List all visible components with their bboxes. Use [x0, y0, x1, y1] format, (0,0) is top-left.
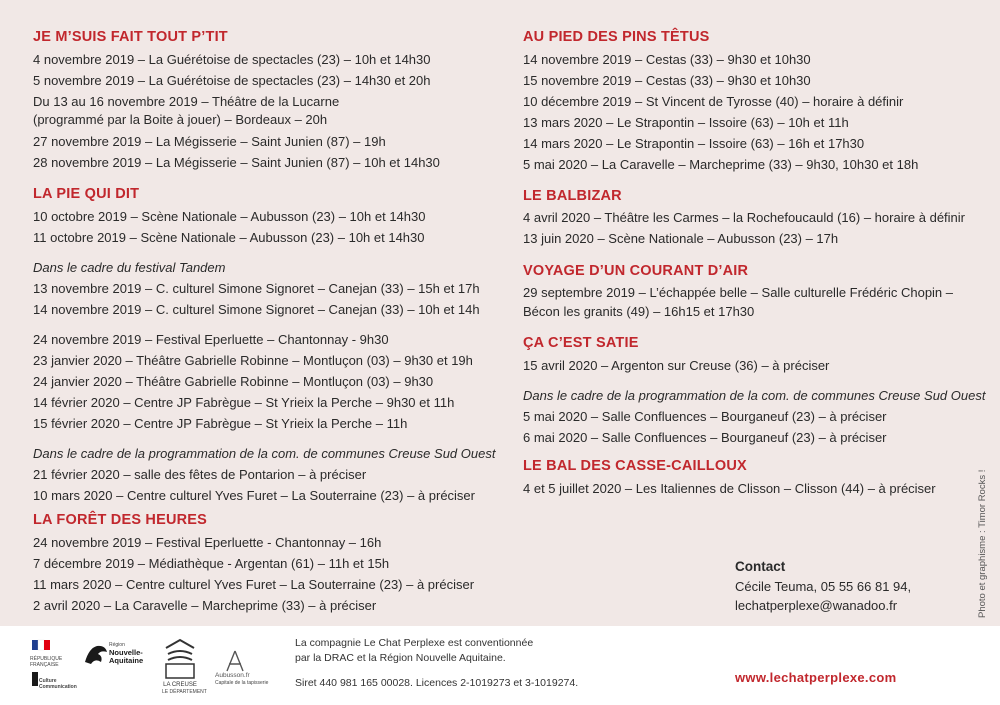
section-la-pie-qui-dit	[33, 184, 496, 506]
date-line: 14 mars 2020 – Le Strapontin – Issoire (63) – 16h et 17h30	[523, 136, 865, 151]
date-line: 4 novembre 2019 – La Guérétoise de spectacles (23) – 10h et 14h30	[33, 52, 431, 67]
date-line: 11 octobre 2019 – Scène Nationale – Aubusson (23) – 10h et 14h30	[33, 230, 425, 245]
section-ca-cest-satie	[523, 333, 986, 448]
date-line: 23 janvier 2020 – Théâtre Gabrielle Robinne – Montluçon (03) – 9h30 et 19h	[33, 353, 473, 368]
date-line: 5 mai 2020 – Salle Confluences – Bourganeuf (23) – à préciser	[523, 409, 887, 424]
section-title: LE BAL DES CASSE-CAILLOUX	[523, 458, 747, 474]
section-au-pied-des-pins-tetus	[523, 27, 973, 175]
date-line: 10 octobre 2019 – Scène Nationale – Aubusson (23) – 10h et 14h30	[33, 209, 426, 224]
date-line: 11 mars 2020 – Centre culturel Yves Furet – La Souterraine (23) – à préciser	[33, 577, 475, 592]
contact-phone: Cécile Teuma, 05 55 66 81 94,	[735, 579, 912, 594]
photo-credit: Photo et graphisme : Timor Rocks !	[977, 469, 988, 618]
date-line: 2 avril 2020 – La Caravelle – Marcheprime (33) – à préciser	[33, 598, 377, 613]
date-line: 13 novembre 2019 – C. culturel Simone Signoret – Canejan (33) – 15h et 17h	[33, 281, 480, 296]
date-line: (programmé par la Boite à jouer) – Bordeaux – 20h	[33, 112, 328, 127]
date-line: 24 janvier 2020 – Théâtre Gabrielle Robinne – Montluçon (03) – 9h30	[33, 374, 434, 389]
creuse-label: LA CREUSE	[163, 682, 197, 688]
section-le-bal-des-casse-cailloux	[523, 456, 973, 499]
footer-siret: Siret 440 981 165 00028. Licences 2-1019273 et 3-1019274.	[295, 677, 579, 689]
contact-email[interactable]: lechatperplexe@wanadoo.fr	[735, 598, 898, 613]
region-small-label: Région	[109, 642, 125, 648]
date-line: 4 avril 2020 – Théâtre les Carmes – la Rochefoucauld (16) – horaire à définir	[523, 210, 965, 225]
creuse-emblem-icon	[162, 638, 198, 682]
website-link[interactable]: www.lechatperplexe.com	[735, 670, 897, 685]
lion-icon	[83, 642, 109, 668]
date-line: 6 mai 2020 – Salle Confluences – Bourganeuf (23) – à préciser	[523, 430, 887, 445]
date-line: 10 mars 2020 – Centre culturel Yves Furet – La Souterraine (23) – à préciser	[33, 488, 475, 503]
date-line: 5 novembre 2019 – La Guérétoise de spectacles (23) – 14h30 et 20h	[33, 73, 431, 88]
date-line: 14 novembre 2019 – C. culturel Simone Signoret – Canejan (33) – 10h et 14h	[33, 302, 480, 317]
creuse-logo	[162, 638, 207, 698]
date-line: 13 juin 2020 – Scène Nationale – Aubusson (23) – 17h	[523, 231, 839, 246]
contact-block	[735, 557, 975, 615]
aubusson-sub-label: Capitale de la tapisserie	[215, 680, 269, 686]
section-title: LA FORÊT DES HEURES	[33, 512, 208, 528]
section-title: AU PIED DES PINS TÊTUS	[523, 29, 710, 45]
region-logo	[83, 640, 151, 670]
note-line: Dans le cadre de la programmation de la com. de communes Creuse Sud Ouest	[523, 388, 986, 403]
date-line: 21 février 2020 – salle des fêtes de Pontarion – à préciser	[33, 467, 367, 482]
section-title: JE M’SUIS FAIT TOUT P’TIT	[33, 29, 228, 45]
culture-label: Culture Communication	[39, 678, 77, 690]
footer-text-line: La compagnie Le Chat Perplexe est conventionnée	[295, 637, 534, 649]
date-line: 7 décembre 2019 – Médiathèque - Argentan (61) – 11h et 15h	[33, 556, 390, 571]
date-line: 14 novembre 2019 – Cestas (33) – 9h30 et 10h30	[523, 52, 811, 67]
date-line: 27 novembre 2019 – La Mégisserie – Saint Junien (87) – 19h	[33, 134, 386, 149]
republique-label: RÉPUBLIQUE FRANÇAISE	[30, 656, 63, 668]
date-line: 13 mars 2020 – Le Strapontin – Issoire (63) – 10h et 11h	[523, 115, 849, 130]
section-je-msuis-fait-tout-ptit	[33, 27, 483, 173]
section-title: LA PIE QUI DIT	[33, 186, 140, 202]
section-la-foret-des-heures	[33, 510, 483, 616]
section-voyage-dun-courant-dair	[523, 261, 973, 321]
date-line: 10 décembre 2019 – St Vincent de Tyrosse (40) – horaire à définir	[523, 94, 904, 109]
date-line: 15 février 2020 – Centre JP Fabrègue – St Yrieix la Perche – 11h	[33, 416, 408, 431]
date-line: 15 novembre 2019 – Cestas (33) – 9h30 et 10h30	[523, 73, 811, 88]
date-line: 24 novembre 2019 – Festival Eperluette - Chantonnay – 16h	[33, 535, 382, 550]
note-line: Dans le cadre de la programmation de la com. de communes Creuse Sud Ouest	[33, 446, 496, 461]
section-title: VOYAGE D’UN COURANT D’AIR	[523, 263, 749, 279]
culture-ministry-logo	[30, 638, 75, 698]
footer	[0, 626, 1000, 705]
section-title: ÇA C’EST SATIE	[523, 335, 639, 351]
section-title: LE BALBIZAR	[523, 188, 622, 204]
date-line: 29 septembre 2019 – L’échappée belle – Salle culturelle Frédéric Chopin –	[523, 285, 954, 300]
aubusson-emblem-icon	[223, 650, 247, 672]
date-line: 28 novembre 2019 – La Mégisserie – Saint Junien (87) – 10h et 14h30	[33, 155, 440, 170]
date-line: 4 et 5 juillet 2020 – Les Italiennes de Clisson – Clisson (44) – à préciser	[523, 481, 936, 496]
footer-text-line: par la DRAC et la Région Nouvelle Aquitaine.	[295, 652, 506, 664]
date-line: Du 13 au 16 novembre 2019 – Théâtre de la Lucarne	[33, 94, 340, 109]
aubusson-label: Aubusson.fr	[215, 672, 250, 679]
date-line: 24 novembre 2019 – Festival Eperluette – Chantonnay - 9h30	[33, 332, 389, 347]
note-line: Dans le cadre du festival Tandem	[33, 260, 226, 275]
date-line: Bécon les granits (49) – 16h15 et 17h30	[523, 304, 755, 319]
section-le-balbizar	[523, 186, 973, 249]
date-line: 15 avril 2020 – Argenton sur Creuse (36) – à préciser	[523, 358, 830, 373]
creuse-sub-label: LE DÉPARTEMENT	[162, 689, 207, 695]
date-line: 5 mai 2020 – La Caravelle – Marcheprime (33) – 9h30, 10h30 et 18h	[523, 157, 919, 172]
contact-title: Contact	[735, 559, 786, 574]
region-label: Nouvelle-Aquitaine	[109, 648, 144, 665]
date-line: 14 février 2020 – Centre JP Fabrègue – St Yrieix la Perche – 9h30 et 11h	[33, 395, 455, 410]
footer-convention-text	[295, 636, 533, 666]
aubusson-logo	[215, 650, 270, 690]
